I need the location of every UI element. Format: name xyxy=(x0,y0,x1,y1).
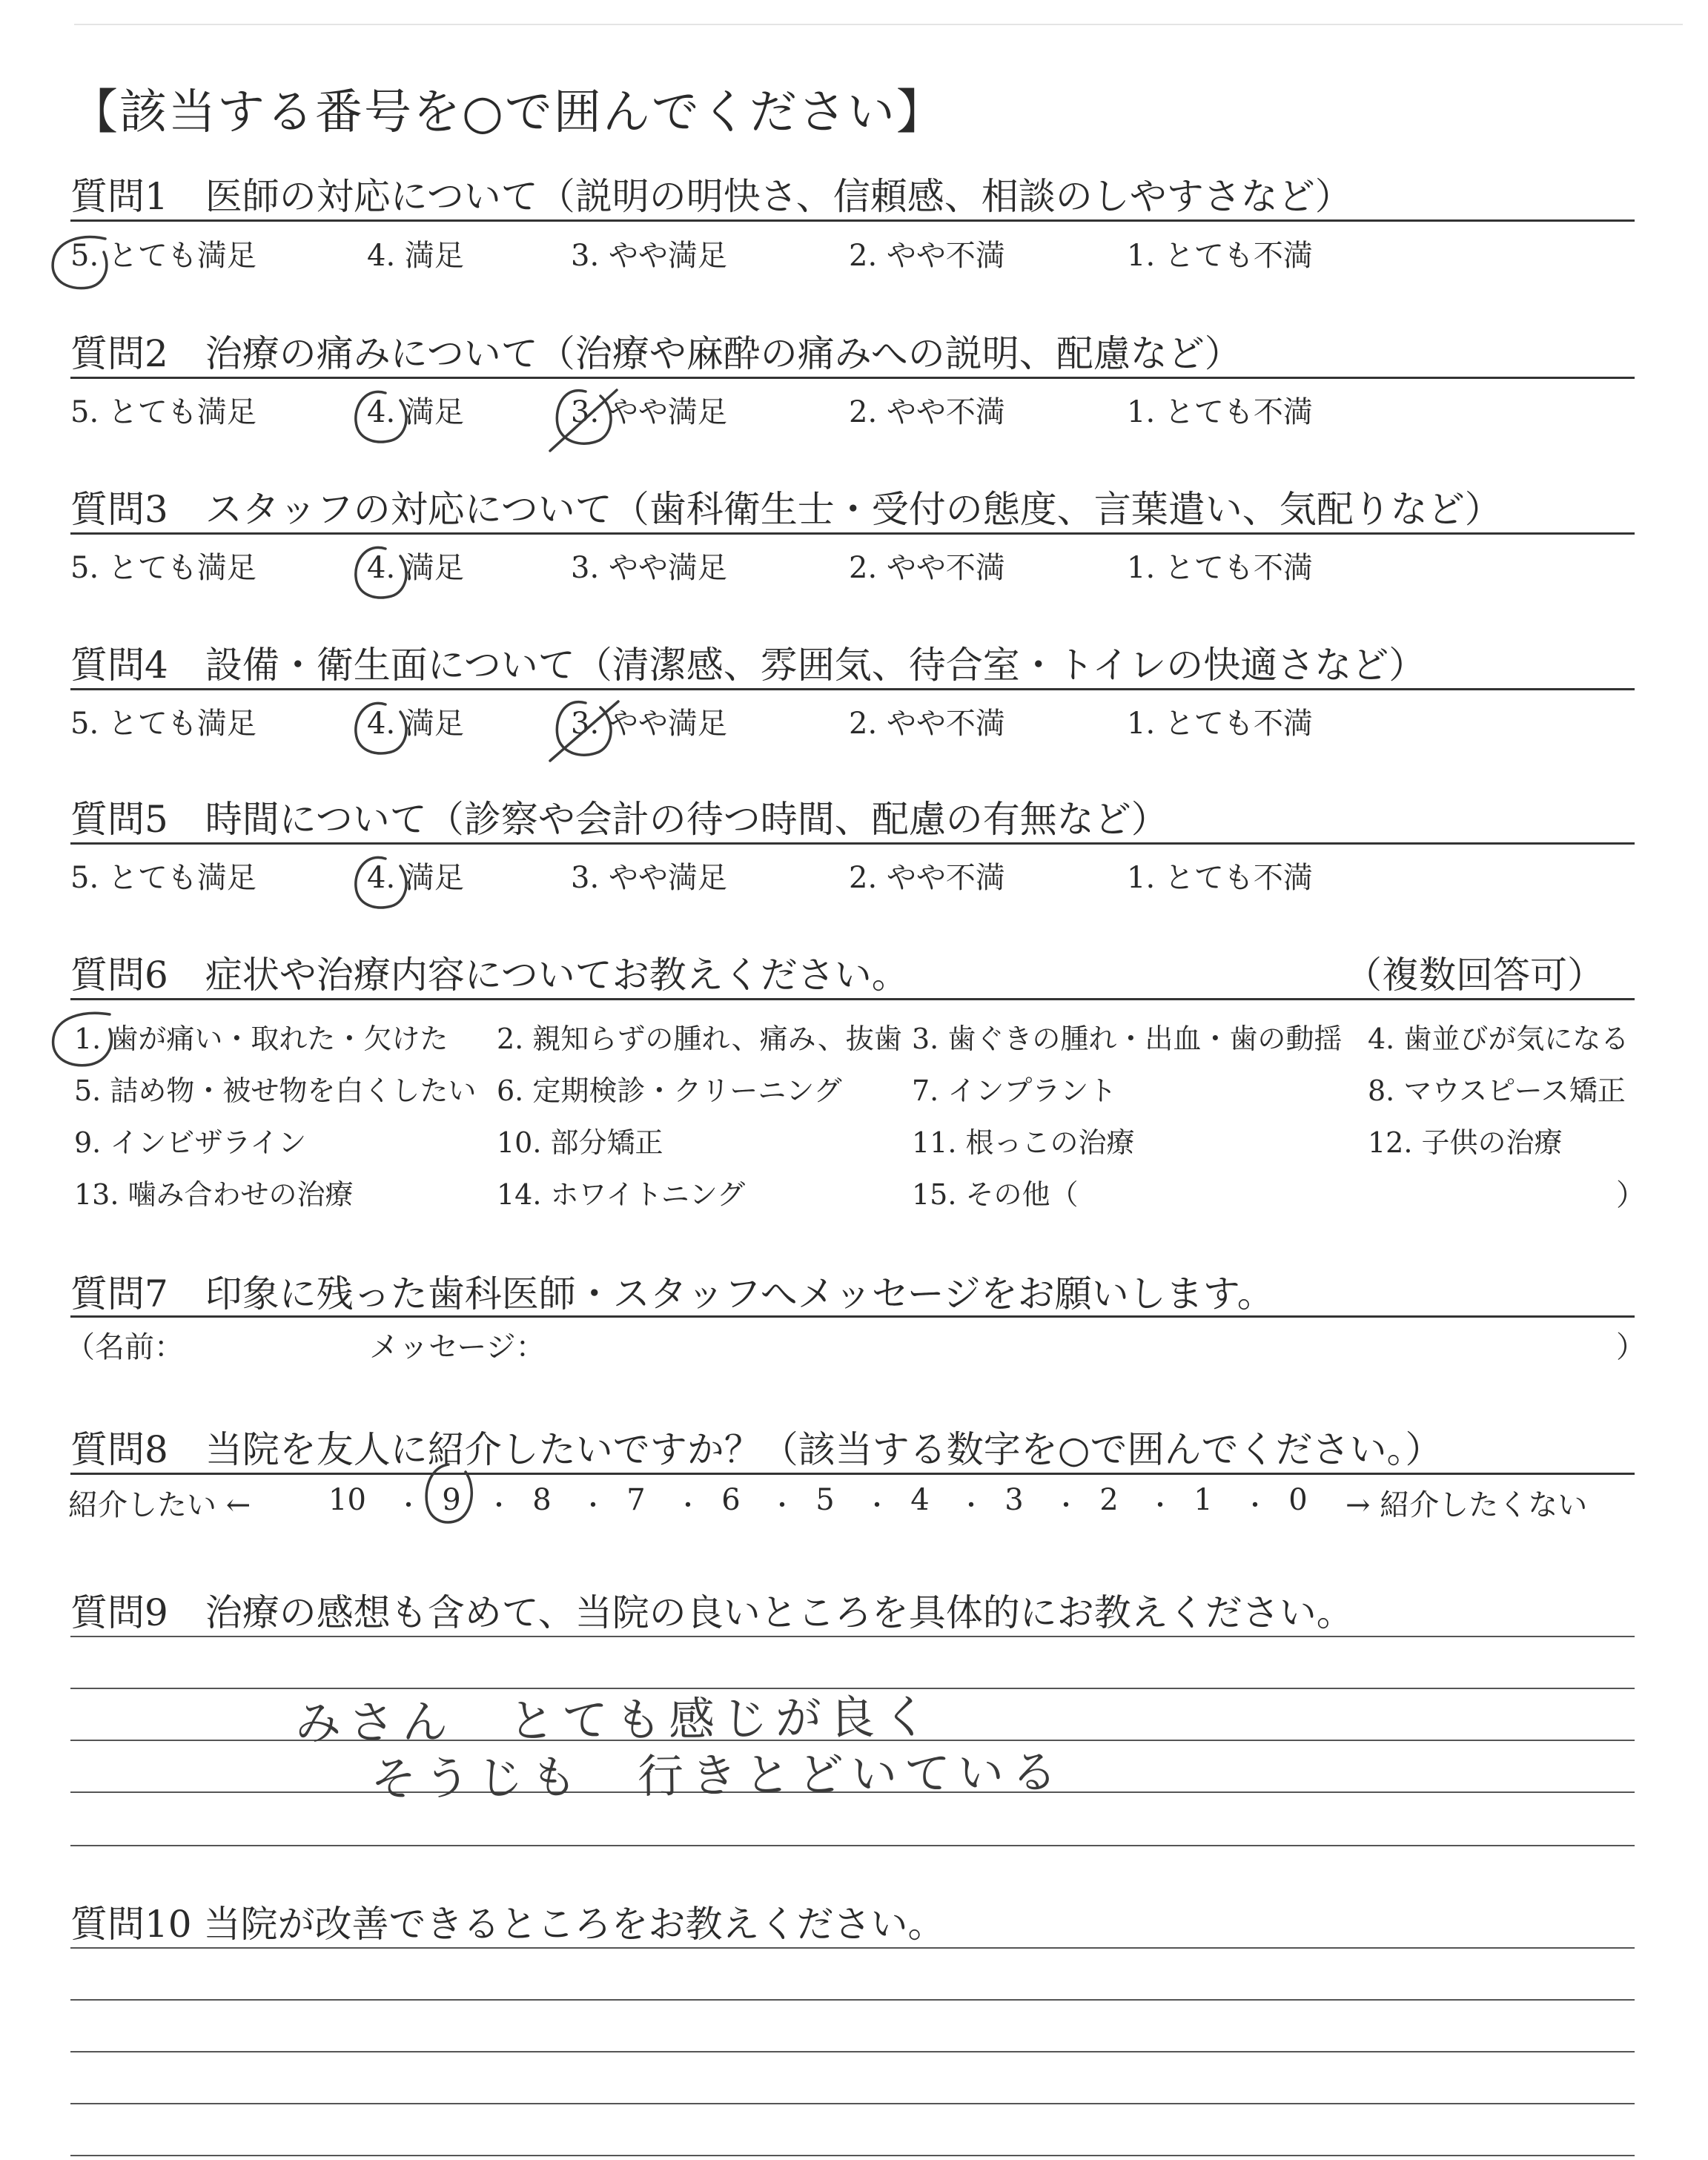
q4-option-1[interactable]: 1. とても不満 xyxy=(1127,707,1313,741)
q10-title: 質問10 当院が改善できるところをお教えください。 xyxy=(70,1903,945,1946)
q3-option-2[interactable]: 2. やや不満 xyxy=(849,551,1005,585)
q6-option-3[interactable]: 3. 歯ぐきの腫れ・出血・歯の動揺 xyxy=(912,1023,1343,1055)
q10-answer-line xyxy=(70,2051,1635,2052)
q7-name-label: （名前： xyxy=(65,1330,184,1364)
q8-scale-separator: ・ xyxy=(396,1491,421,1521)
q6-option-2[interactable]: 2. 親知らずの腫れ、痛み、抜歯 xyxy=(497,1023,902,1055)
q6-option-10[interactable]: 10. 部分矯正 xyxy=(497,1126,663,1159)
q8-scale-separator: ・ xyxy=(580,1491,606,1521)
q6-option-8[interactable]: 8. マウスピース矯正 xyxy=(1368,1074,1626,1107)
q5-rule xyxy=(70,842,1635,845)
q6-option-11[interactable]: 11. 根っこの治療 xyxy=(912,1126,1135,1159)
instruction-heading: 【該当する番号を○で囲んでください】 xyxy=(70,85,945,140)
q6-option-14[interactable]: 14. ホワイトニング xyxy=(497,1178,746,1211)
q3-option-3[interactable]: 3. やや満足 xyxy=(571,551,727,585)
q7-title: 質問7 印象に残った歯科医師・スタッフへメッセージをお願いします。 xyxy=(70,1272,1274,1315)
q1-option-2[interactable]: 2. やや不満 xyxy=(849,239,1005,273)
q6-option-13[interactable]: 13. 噛み合わせの治療 xyxy=(74,1178,354,1211)
q1-title: 質問1 医師の対応について（説明の明快さ、信頼感、相談のしやすさなど） xyxy=(70,175,1352,218)
q3-option-5[interactable]: 5. とても満足 xyxy=(70,551,256,585)
q4-option-5[interactable]: 5. とても満足 xyxy=(70,707,256,741)
q6-other-close-paren: ） xyxy=(1616,1178,1646,1212)
q6-option-9[interactable]: 9. インビザライン xyxy=(74,1126,307,1159)
q6-option-4[interactable]: 4. 歯並びが気になる xyxy=(1368,1023,1629,1055)
q9-answer-line xyxy=(70,1636,1635,1637)
q8-scale-separator: ・ xyxy=(959,1491,984,1521)
q9-handwritten-answer-line-2: そうじも 行きとどいている xyxy=(370,1745,1065,1806)
q10-answer-line xyxy=(70,1999,1635,2001)
q2-option-5[interactable]: 5. とても満足 xyxy=(70,395,256,429)
q5-option-4[interactable]: 4. 満足 xyxy=(367,861,464,895)
q7-rule xyxy=(70,1315,1635,1318)
q8-right-label: → 紹介したくない xyxy=(1345,1488,1588,1522)
q8-scale-10[interactable]: 10 xyxy=(328,1483,366,1517)
q9-title: 質問9 治療の感想も含めて、当院の良いところを具体的にお教えください。 xyxy=(70,1591,1354,1634)
q1-option-3[interactable]: 3. やや満足 xyxy=(571,239,727,273)
q4-option-2[interactable]: 2. やや不満 xyxy=(849,707,1005,741)
q8-scale-1[interactable]: 1 xyxy=(1194,1483,1213,1517)
q1-option-5[interactable]: 5. とても満足 xyxy=(70,239,256,273)
q5-option-2[interactable]: 2. やや不満 xyxy=(849,861,1005,895)
q8-scale-0[interactable]: 0 xyxy=(1288,1483,1308,1517)
q8-scale-separator: ・ xyxy=(1053,1491,1079,1521)
q10-answer-line xyxy=(70,2103,1635,2104)
q8-scale-separator: ・ xyxy=(1148,1491,1173,1521)
q6-rule xyxy=(70,998,1635,1000)
q5-option-3[interactable]: 3. やや満足 xyxy=(571,861,727,895)
q5-title: 質問5 時間について（診察や会計の待つ時間、配慮の有無など） xyxy=(70,798,1168,841)
q4-option-3[interactable]: 3. やや満足 xyxy=(571,707,727,741)
q5-option-5[interactable]: 5. とても満足 xyxy=(70,861,256,895)
q4-rule xyxy=(70,688,1635,690)
q6-title: 質問6 症状や治療内容についてお教えください。 xyxy=(70,954,909,997)
q1-rule xyxy=(70,219,1635,222)
q3-option-1[interactable]: 1. とても不満 xyxy=(1127,551,1313,585)
q8-scale-9[interactable]: 9 xyxy=(442,1483,461,1517)
q3-option-4[interactable]: 4. 満足 xyxy=(367,551,464,585)
q6-option-6[interactable]: 6. 定期検診・クリーニング xyxy=(497,1074,842,1107)
q2-option-2[interactable]: 2. やや不満 xyxy=(849,395,1005,429)
q8-scale-separator: ・ xyxy=(486,1491,512,1521)
q10-answer-line xyxy=(70,1947,1635,1949)
q4-option-4[interactable]: 4. 満足 xyxy=(367,707,464,741)
q2-option-4[interactable]: 4. 満足 xyxy=(367,395,464,429)
q6-multiple-answers-note: （複数回答可） xyxy=(1345,954,1604,997)
q8-scale-5[interactable]: 5 xyxy=(815,1483,835,1517)
q8-scale-2[interactable]: 2 xyxy=(1099,1483,1119,1517)
q7-message-label: メッセージ： xyxy=(369,1330,546,1364)
q8-title: 質問8 当院を友人に紹介したいですか？（該当する数字を○で囲んでください。） xyxy=(70,1428,1443,1471)
q8-rule xyxy=(70,1473,1635,1475)
q6-option-1[interactable]: 1. 歯が痛い・取れた・欠けた xyxy=(74,1023,448,1055)
q8-scale-3[interactable]: 3 xyxy=(1004,1483,1024,1517)
q6-option-15[interactable]: 15. その他（ xyxy=(912,1178,1079,1211)
q8-scale-6[interactable]: 6 xyxy=(721,1483,741,1517)
q8-scale-separator: ・ xyxy=(1242,1491,1268,1521)
top-border xyxy=(74,24,1683,25)
q7-close-paren: ） xyxy=(1616,1330,1646,1364)
q1-option-4[interactable]: 4. 満足 xyxy=(367,239,464,273)
q6-option-5[interactable]: 5. 詰め物・被せ物を白くしたい xyxy=(74,1074,477,1107)
q3-title: 質問3 スタッフの対応について（歯科衛生士・受付の態度、言葉遣い、気配りなど） xyxy=(70,488,1502,531)
q6-option-7[interactable]: 7. インプラント xyxy=(912,1074,1117,1107)
q2-rule xyxy=(70,377,1635,379)
q2-option-1[interactable]: 1. とても不満 xyxy=(1127,395,1313,429)
q2-option-3[interactable]: 3. やや満足 xyxy=(571,395,727,429)
q8-scale-8[interactable]: 8 xyxy=(532,1483,552,1517)
q1-option-1[interactable]: 1. とても不満 xyxy=(1127,239,1313,273)
q6-option-12[interactable]: 12. 子供の治療 xyxy=(1368,1126,1563,1159)
q2-title: 質問2 治療の痛みについて（治療や麻酔の痛みへの説明、配慮など） xyxy=(70,332,1242,375)
q8-scale-4[interactable]: 4 xyxy=(910,1483,930,1517)
q5-option-1[interactable]: 1. とても不満 xyxy=(1127,861,1313,895)
q9-handwritten-answer-line-1: みさん とても感じが良く xyxy=(294,1689,936,1751)
q4-title: 質問4 設備・衛生面について（清潔感、雰囲気、待合室・トイレの快適さなど） xyxy=(70,644,1426,687)
q9-answer-line xyxy=(70,1845,1635,1846)
q10-answer-line xyxy=(70,2155,1635,2156)
q3-rule xyxy=(70,532,1635,535)
q8-scale-separator: ・ xyxy=(675,1491,701,1521)
q8-scale-separator: ・ xyxy=(864,1491,890,1521)
q8-left-label: 紹介したい ← xyxy=(68,1488,251,1522)
q8-scale-7[interactable]: 7 xyxy=(626,1483,646,1517)
q8-scale-separator: ・ xyxy=(769,1491,795,1521)
